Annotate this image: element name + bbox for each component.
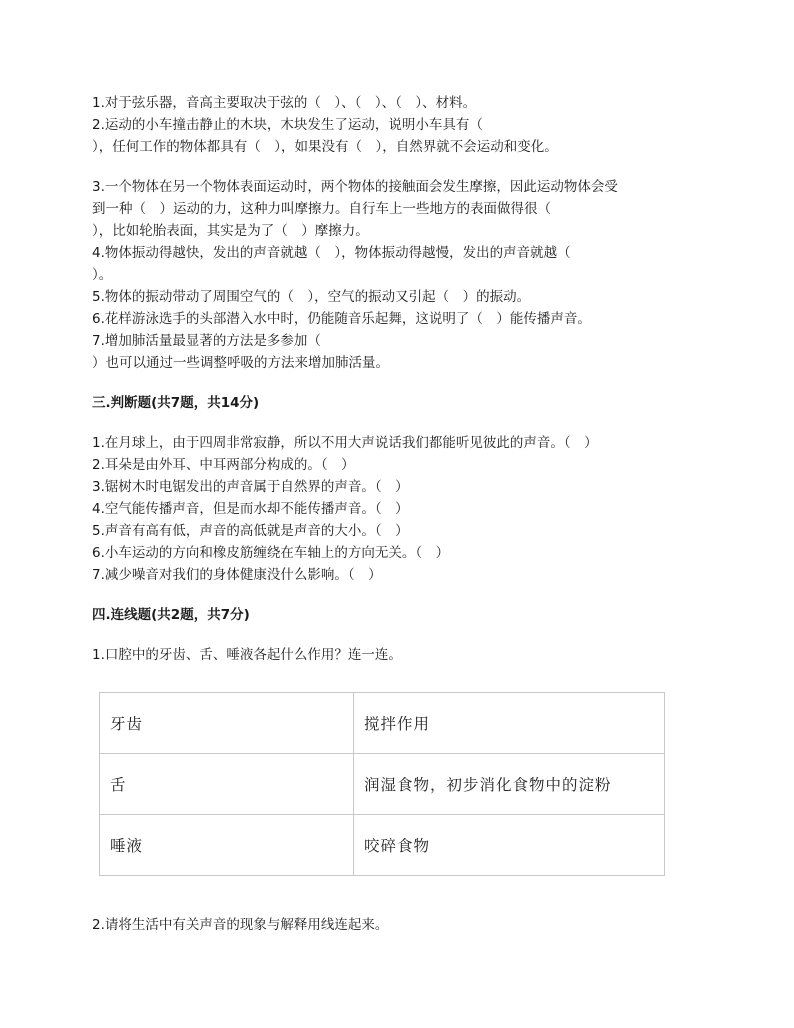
worksheet-page <box>92 92 702 666</box>
true-false-item-2: 2.耳朵是由外耳、中耳两部分构成的。（ ） <box>92 457 355 473</box>
table-cell: 咬碎食物 <box>354 815 665 876</box>
table-cell: 唾液 <box>100 815 354 876</box>
fill-blank-q2-line1: 2.运动的小车撞击静止的木块，木块发生了运动，说明小车具有（ <box>92 117 483 133</box>
fill-blank-q2-line2: ），任何工作的物体都具有（ ），如果没有（ ），自然界就不会运动和变化。 <box>92 139 558 155</box>
table-cell: 舌 <box>100 754 354 815</box>
fill-blank-q5: 5.物体的振动带动了周围空气的（ ），空气的振动又引起（ ）的振动。 <box>92 289 531 305</box>
fill-blank-q3-line3: ），比如轮胎表面，其实是为了（ ）摩擦力。 <box>92 223 369 239</box>
true-false-item-6: 6.小车运动的方向和橡皮筋缠绕在车轴上的方向无关。（ ） <box>92 545 450 561</box>
fill-blank-q4-line2: ）。 <box>92 267 113 283</box>
section-heading-true-false: 三.判断题(共7题，共14分) <box>92 395 260 411</box>
true-false-item-1: 1.在月球上，由于四周非常寂静，所以不用大声说话我们都能听见彼此的声音。（ ） <box>92 435 598 451</box>
fill-blank-q7-line2: ）也可以通过一些调整呼吸的方法来增加肺活量。 <box>92 355 389 371</box>
table-row <box>100 693 665 754</box>
true-false-item-4: 4.空气能传播声音，但是而水却不能传播声音。（ ） <box>92 501 409 517</box>
true-false-item-7: 7.减少噪音对我们的身体健康没什么影响。（ ） <box>92 567 382 583</box>
fill-blank-q1: 1.对于弦乐器，音高主要取决于弦的（ ）、（ ）、（ ）、材料。 <box>92 95 477 111</box>
fill-blank-q6: 6.花样游泳选手的头部潜入水中时，仍能随音乐起舞，这说明了（ ）能传播声音。 <box>92 311 591 327</box>
matching-table <box>99 692 665 876</box>
matching-q1: 1.口腔中的牙齿、舌、唾液各起什么作用？连一连。 <box>92 647 402 663</box>
table-cell: 搅拌作用 <box>354 693 665 754</box>
table-row <box>100 754 665 815</box>
true-false-item-3: 3.锯树木时电锯发出的声音属于自然界的声音。（ ） <box>92 479 409 495</box>
section-heading-matching: 四.连线题(共2题，共7分) <box>92 607 250 623</box>
fill-blank-q3-line2: 到一种（ ）运动的力，这种力叫摩擦力。自行车上一些地方的表面做得很（ <box>92 201 551 217</box>
true-false-item-5: 5.声音有高有低，声音的高低就是声音的大小。（ ） <box>92 523 409 539</box>
fill-blank-q4-line1: 4.物体振动得越快，发出的声音就越（ ），物体振动得越慢，发出的声音就越（ <box>92 245 571 261</box>
fill-blank-q3-line1: 3.一个物体在另一个物体表面运动时，两个物体的接触面会发生摩擦，因此运动物体会受 <box>92 179 618 195</box>
table-cell: 牙齿 <box>100 693 354 754</box>
matching-q2: 2.请将生活中有关声音的现象与解释用线连起来。 <box>92 917 389 933</box>
table-row <box>100 815 665 876</box>
fill-blank-q7-line1: 7.增加肺活量最显著的方法是多参加（ <box>92 333 321 349</box>
table-cell: 润湿食物，初步消化食物中的淀粉 <box>354 754 665 815</box>
